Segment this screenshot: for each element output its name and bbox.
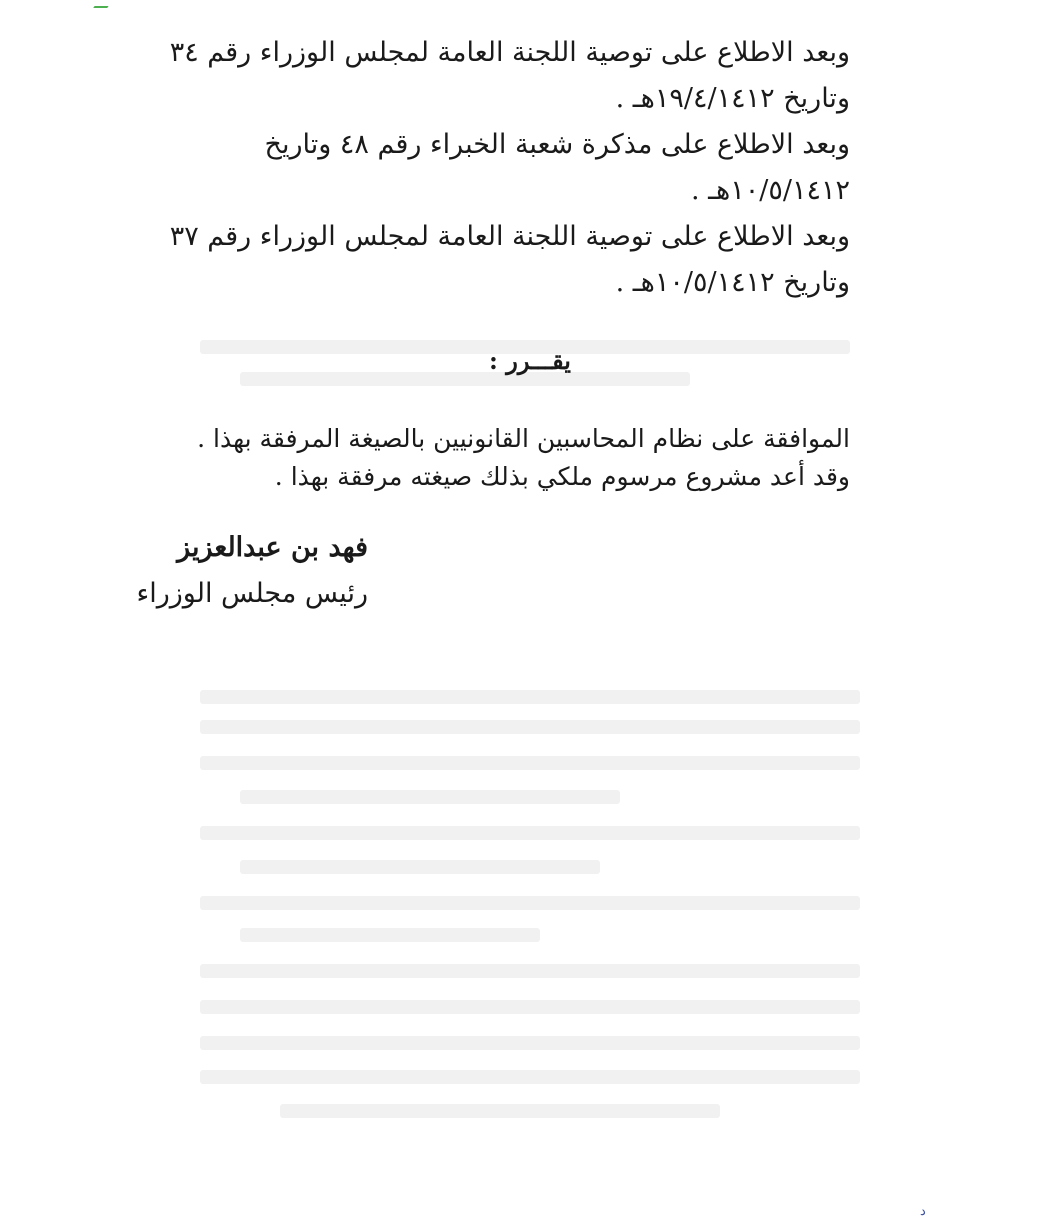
bleed-through-line	[200, 690, 860, 704]
bleed-through-line	[200, 1070, 860, 1084]
bleed-through-line	[200, 1036, 860, 1050]
bleed-through-line	[200, 826, 860, 840]
bleed-through-line	[200, 896, 860, 910]
bleed-through-line	[240, 860, 600, 874]
bleed-through-line	[200, 1000, 860, 1014]
page-number: د	[920, 1204, 926, 1219]
preamble-paragraph-1: وبعد الاطلاع على توصية اللجنة العامة لمجلس الوزراء رقم ٣٤ وتاريخ ١٩/٤/١٤١٢هـ .	[169, 37, 850, 114]
preamble-paragraph-2: وبعد الاطلاع على مذكرة شعبة الخبراء رقم ٤٨ وتاريخ ١٠/٥/١٤١٢هـ .	[264, 129, 850, 206]
decision-line-2: وقد أعد مشروع مرسوم ملكي بذلك صيغته مرفقة بهذا .	[274, 462, 850, 491]
bleed-through-line	[200, 720, 860, 734]
bleed-through-line	[200, 756, 860, 770]
preamble-paragraph-3: وبعد الاطلاع على توصية اللجنة العامة لمجلس الوزراء رقم ٣٧ وتاريخ ١٠/٥/١٤١٢هـ .	[169, 221, 850, 298]
resolves-heading: يقـــرر :	[489, 346, 571, 375]
signatory-title: رئيس مجلس الوزراء	[136, 578, 368, 609]
signatory-name: فهد بن عبدالعزيز	[177, 532, 368, 563]
decision-line-1: الموافقة على نظام المحاسبين القانونيين بالصيغة المرفقة بهذا .	[197, 424, 850, 453]
bleed-through-line	[240, 790, 620, 804]
bleed-through-line	[280, 1104, 720, 1118]
bleed-through-line	[240, 928, 540, 942]
corner-mark	[93, 0, 113, 8]
bleed-through-line	[200, 964, 860, 978]
